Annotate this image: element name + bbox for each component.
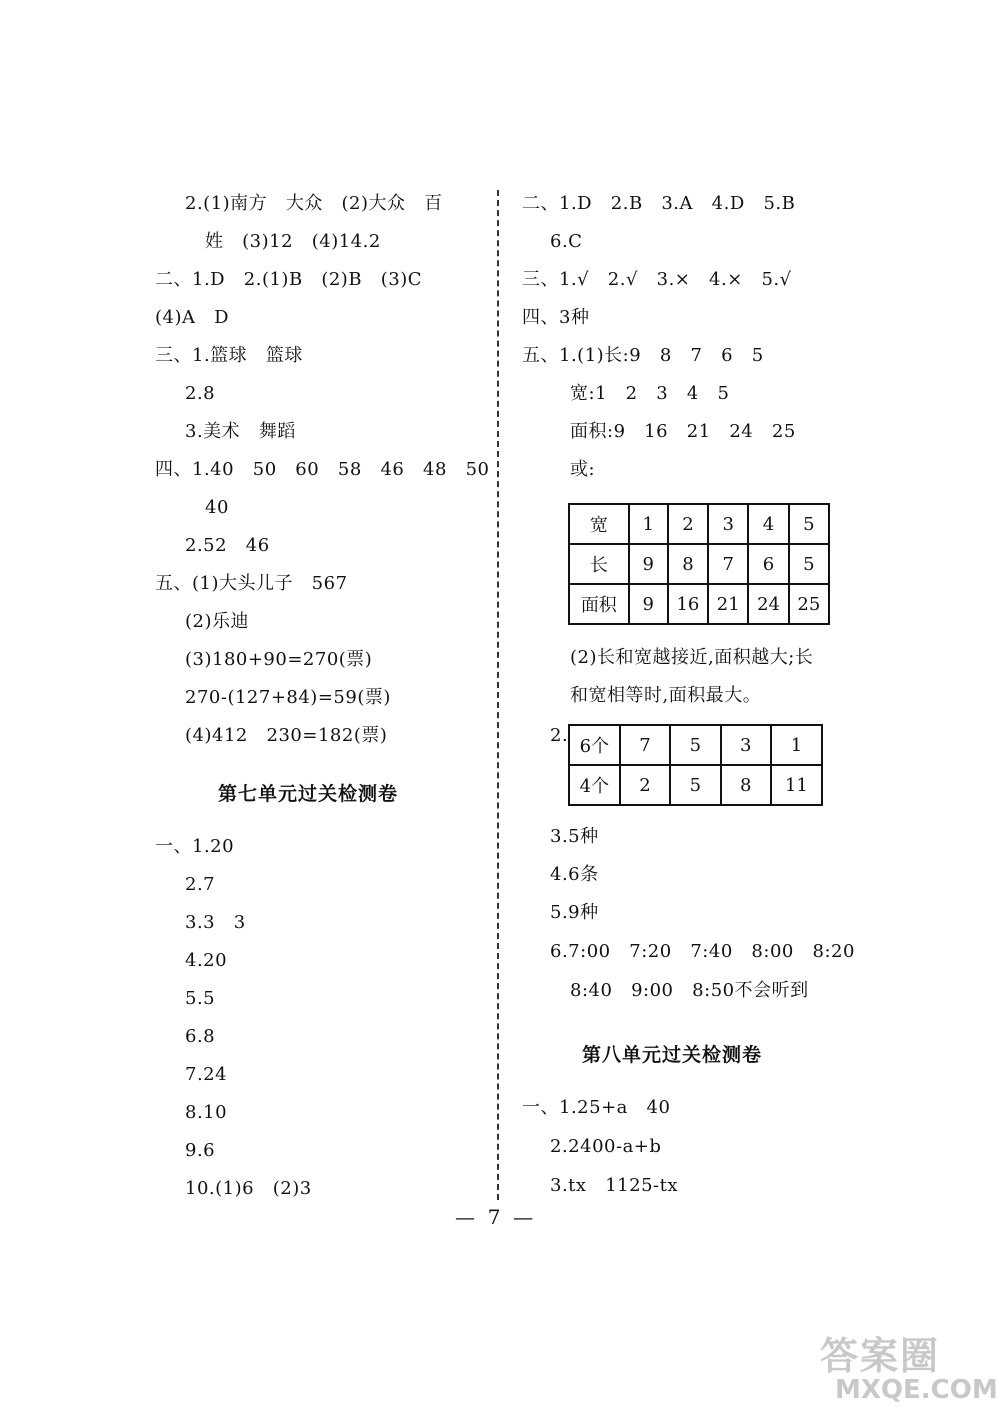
table-cell: 4个 — [569, 765, 620, 805]
table-cell: 1 — [771, 725, 822, 765]
table-cell: 1 — [629, 504, 668, 544]
left-line-8: 四、1.40 50 60 58 46 48 50 — [155, 459, 490, 480]
section-title-unit8: 第八单元过关检测卷 — [582, 1044, 763, 1066]
left2-line-1: 一、1.20 — [155, 836, 235, 857]
right-line-15: 8:40 9:00 8:50不会听到 — [570, 980, 809, 1001]
table-cell: 9 — [629, 544, 668, 584]
left-line-9: 40 — [205, 497, 229, 518]
right-line-3: 三、1.√ 2.√ 3.× 4.× 5.√ — [522, 269, 792, 290]
table-cell: 11 — [771, 765, 822, 805]
watermark-url: MXQE.COM — [835, 1375, 998, 1405]
table-row — [569, 584, 829, 624]
left-line-14: 270-(127+84)=59(票) — [185, 687, 391, 708]
right-line-9: (2)长和宽越接近,面积越大;长 — [570, 647, 814, 668]
left2-line-10: 10.(1)6 (2)3 — [185, 1178, 312, 1199]
right-line-7: 面积:9 16 21 24 25 — [570, 421, 796, 442]
table-row — [569, 504, 829, 544]
table-row — [569, 725, 822, 765]
left-line-12: (2)乐迪 — [185, 611, 249, 632]
right3-line-3: 3.tx 1125-tx — [550, 1175, 678, 1196]
table-cell: 宽 — [569, 504, 629, 544]
left2-line-5: 5.5 — [185, 988, 216, 1009]
table-cell: 面积 — [569, 584, 629, 624]
left-line-10: 2.52 46 — [185, 535, 270, 556]
right-line-4: 四、3种 — [522, 307, 590, 328]
left2-line-9: 9.6 — [185, 1140, 216, 1161]
left-line-13: (3)180+90=270(票) — [185, 649, 373, 670]
table-cell: 6个 — [569, 725, 620, 765]
left-line-1: 2.(1)南方 大众 (2)大众 百 — [185, 193, 443, 214]
table-cell: 7 — [620, 725, 670, 765]
table-cell: 2 — [620, 765, 670, 805]
table-row — [569, 765, 822, 805]
table-cell: 16 — [668, 584, 708, 624]
table-cell: 7 — [708, 544, 748, 584]
left2-line-8: 8.10 — [185, 1102, 228, 1123]
table-cell: 5 — [670, 725, 720, 765]
table-cell: 5 — [670, 765, 720, 805]
watermark-logo: 答案圈 — [820, 1334, 941, 1378]
table2-prefix: 2. — [550, 725, 569, 746]
right-line-8: 或: — [570, 459, 596, 480]
table-cell: 8 — [668, 544, 708, 584]
table-cell: 5 — [789, 544, 829, 584]
page-number: — 7 — — [455, 1205, 534, 1229]
left-line-15: (4)412 230=182(票) — [185, 725, 388, 746]
right3-line-1: 一、1.25+a 40 — [522, 1097, 671, 1118]
count-table — [568, 724, 823, 806]
table-cell: 3 — [721, 725, 771, 765]
table-cell: 长 — [569, 544, 629, 584]
left-line-7: 3.美术 舞蹈 — [185, 421, 296, 442]
left2-line-7: 7.24 — [185, 1064, 228, 1085]
table-cell: 24 — [748, 584, 788, 624]
area-table — [568, 503, 830, 625]
table-cell: 2 — [668, 504, 708, 544]
table-cell: 8 — [721, 765, 771, 805]
table-cell: 4 — [748, 504, 788, 544]
right3-line-2: 2.2400-a+b — [550, 1136, 662, 1157]
left2-line-6: 6.8 — [185, 1026, 216, 1047]
table-cell: 5 — [789, 504, 829, 544]
right-line-11: 3.5种 — [550, 826, 599, 847]
left-line-2: 姓 (3)12 (4)14.2 — [205, 231, 381, 252]
right-line-5: 五、1.(1)长:9 8 7 6 5 — [522, 345, 764, 366]
left-line-5: 三、1.篮球 篮球 — [155, 345, 303, 366]
left-line-3: 二、1.D 2.(1)B (2)B (3)C — [155, 269, 422, 290]
section-title-unit7: 第七单元过关检测卷 — [218, 783, 399, 805]
table-cell: 3 — [708, 504, 748, 544]
left-line-4: (4)A D — [155, 307, 230, 328]
right-line-13: 5.9种 — [550, 902, 599, 923]
table-cell: 25 — [789, 584, 829, 624]
table-cell: 21 — [708, 584, 748, 624]
right-line-1: 二、1.D 2.B 3.A 4.D 5.B — [522, 193, 796, 214]
right-line-6: 宽:1 2 3 4 5 — [570, 383, 730, 404]
left2-line-3: 3.3 3 — [185, 912, 246, 933]
left-line-11: 五、(1)大头儿子 567 — [155, 573, 348, 594]
left-line-6: 2.8 — [185, 383, 216, 404]
right-line-12: 4.6条 — [550, 864, 599, 885]
table-cell: 9 — [629, 584, 668, 624]
left2-line-4: 4.20 — [185, 950, 228, 971]
right-line-14: 6.7:00 7:20 7:40 8:00 8:20 — [550, 941, 855, 962]
right-line-10: 和宽相等时,面积最大。 — [570, 685, 762, 706]
column-divider — [497, 190, 499, 1200]
right-line-2: 6.C — [550, 231, 583, 252]
table-cell: 6 — [748, 544, 788, 584]
left2-line-2: 2.7 — [185, 874, 216, 895]
table-row — [569, 544, 829, 584]
